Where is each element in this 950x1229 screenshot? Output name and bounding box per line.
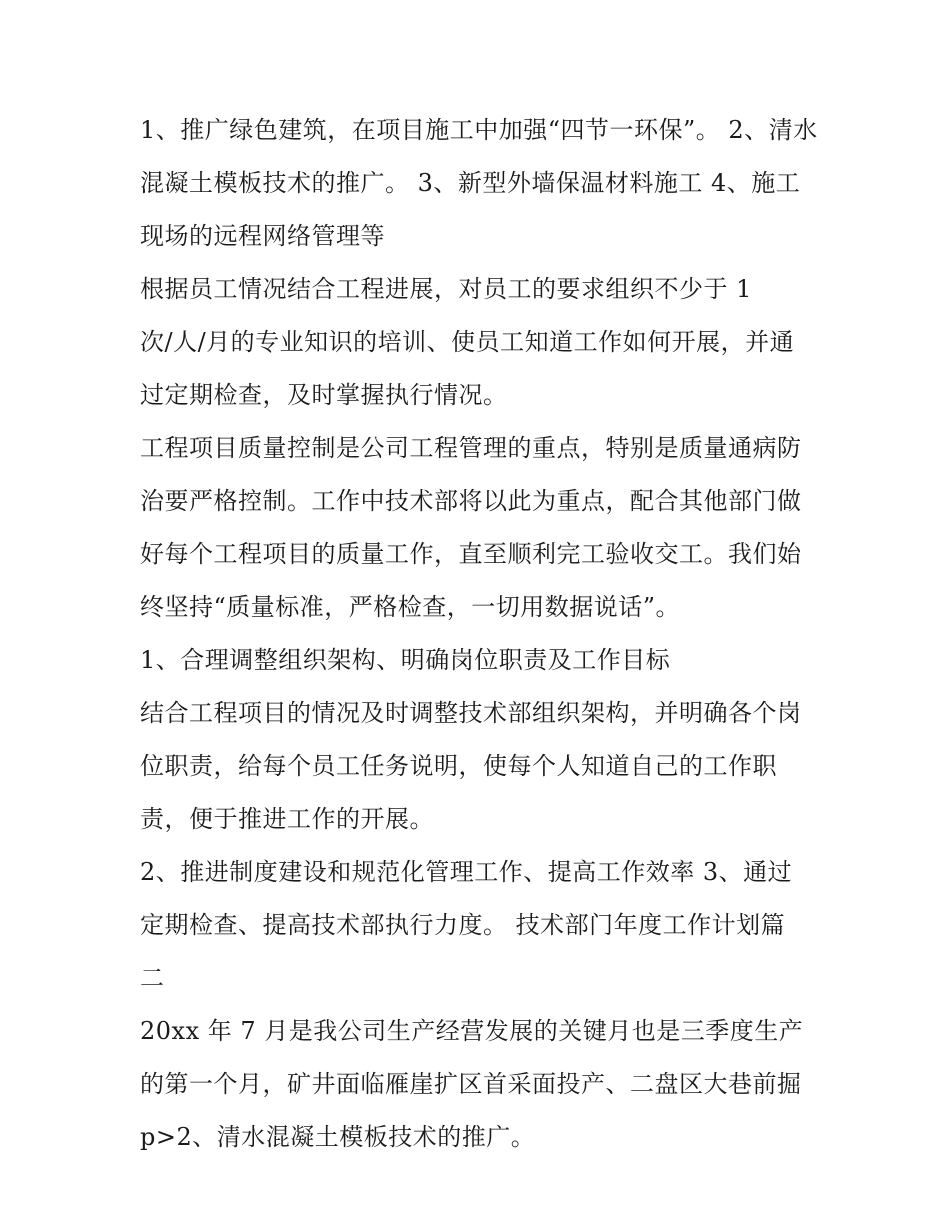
text-line: 现场的远程网络管理等 xyxy=(140,222,385,250)
text-line: 终坚持“质量标准，严格检查，一切用数据说话”。 xyxy=(140,593,681,621)
text-line: 的第一个月，矿井面临雁崖扩区首采面投产、二盘区大巷前掘 xyxy=(140,1070,802,1098)
text-line: 1、合理调整组织架构、明确岗位职责及工作目标 xyxy=(140,646,671,674)
text-line: 过定期检查，及时掌握执行情况。 xyxy=(140,381,508,409)
text-line: 责，便于推进工作的开展。 xyxy=(140,805,434,833)
text-line: 位职责，给每个员工任务说明，使每个人知道自己的工作职 xyxy=(140,752,777,780)
text-line: p>2、清水混凝土模板技术的推广。 xyxy=(140,1123,536,1151)
text-line: 治要严格控制。工作中技术部将以此为重点，配合其他部门做 xyxy=(140,487,802,515)
document-page xyxy=(140,104,820,1164)
text-line: 根据员工情况结合工程进展，对员工的要求组织不少于 1 xyxy=(140,275,752,303)
text-line: 次/人/月的专业知识的培训、使员工知道工作如何开展，并通 xyxy=(140,328,795,356)
text-line: 1、推广绿色建筑，在项目施工中加强“四节一环保”。 2、清水 xyxy=(140,116,818,144)
text-line: 二 xyxy=(140,964,165,992)
text-line: 工程项目质量控制是公司工程管理的重点，特别是质量通病防 xyxy=(140,434,802,462)
text-line: 好每个工程项目的质量工作，直至顺利完工验收交工。我们始 xyxy=(140,540,802,568)
text-line: 结合工程项目的情况及时调整技术部组织架构，并明确各个岗 xyxy=(140,699,802,727)
text-line: 20xx 年 7 月是我公司生产经营发展的关键月也是三季度生产 xyxy=(140,1017,804,1045)
text-line: 混凝土模板技术的推广。 3、新型外墙保温材料施工 4、施工 xyxy=(140,169,801,197)
text-line: 2、推进制度建设和规范化管理工作、提高工作效率 3、通过 xyxy=(140,858,793,886)
text-line: 定期检查、提高技术部执行力度。 技术部门年度工作计划篇 xyxy=(140,911,786,939)
